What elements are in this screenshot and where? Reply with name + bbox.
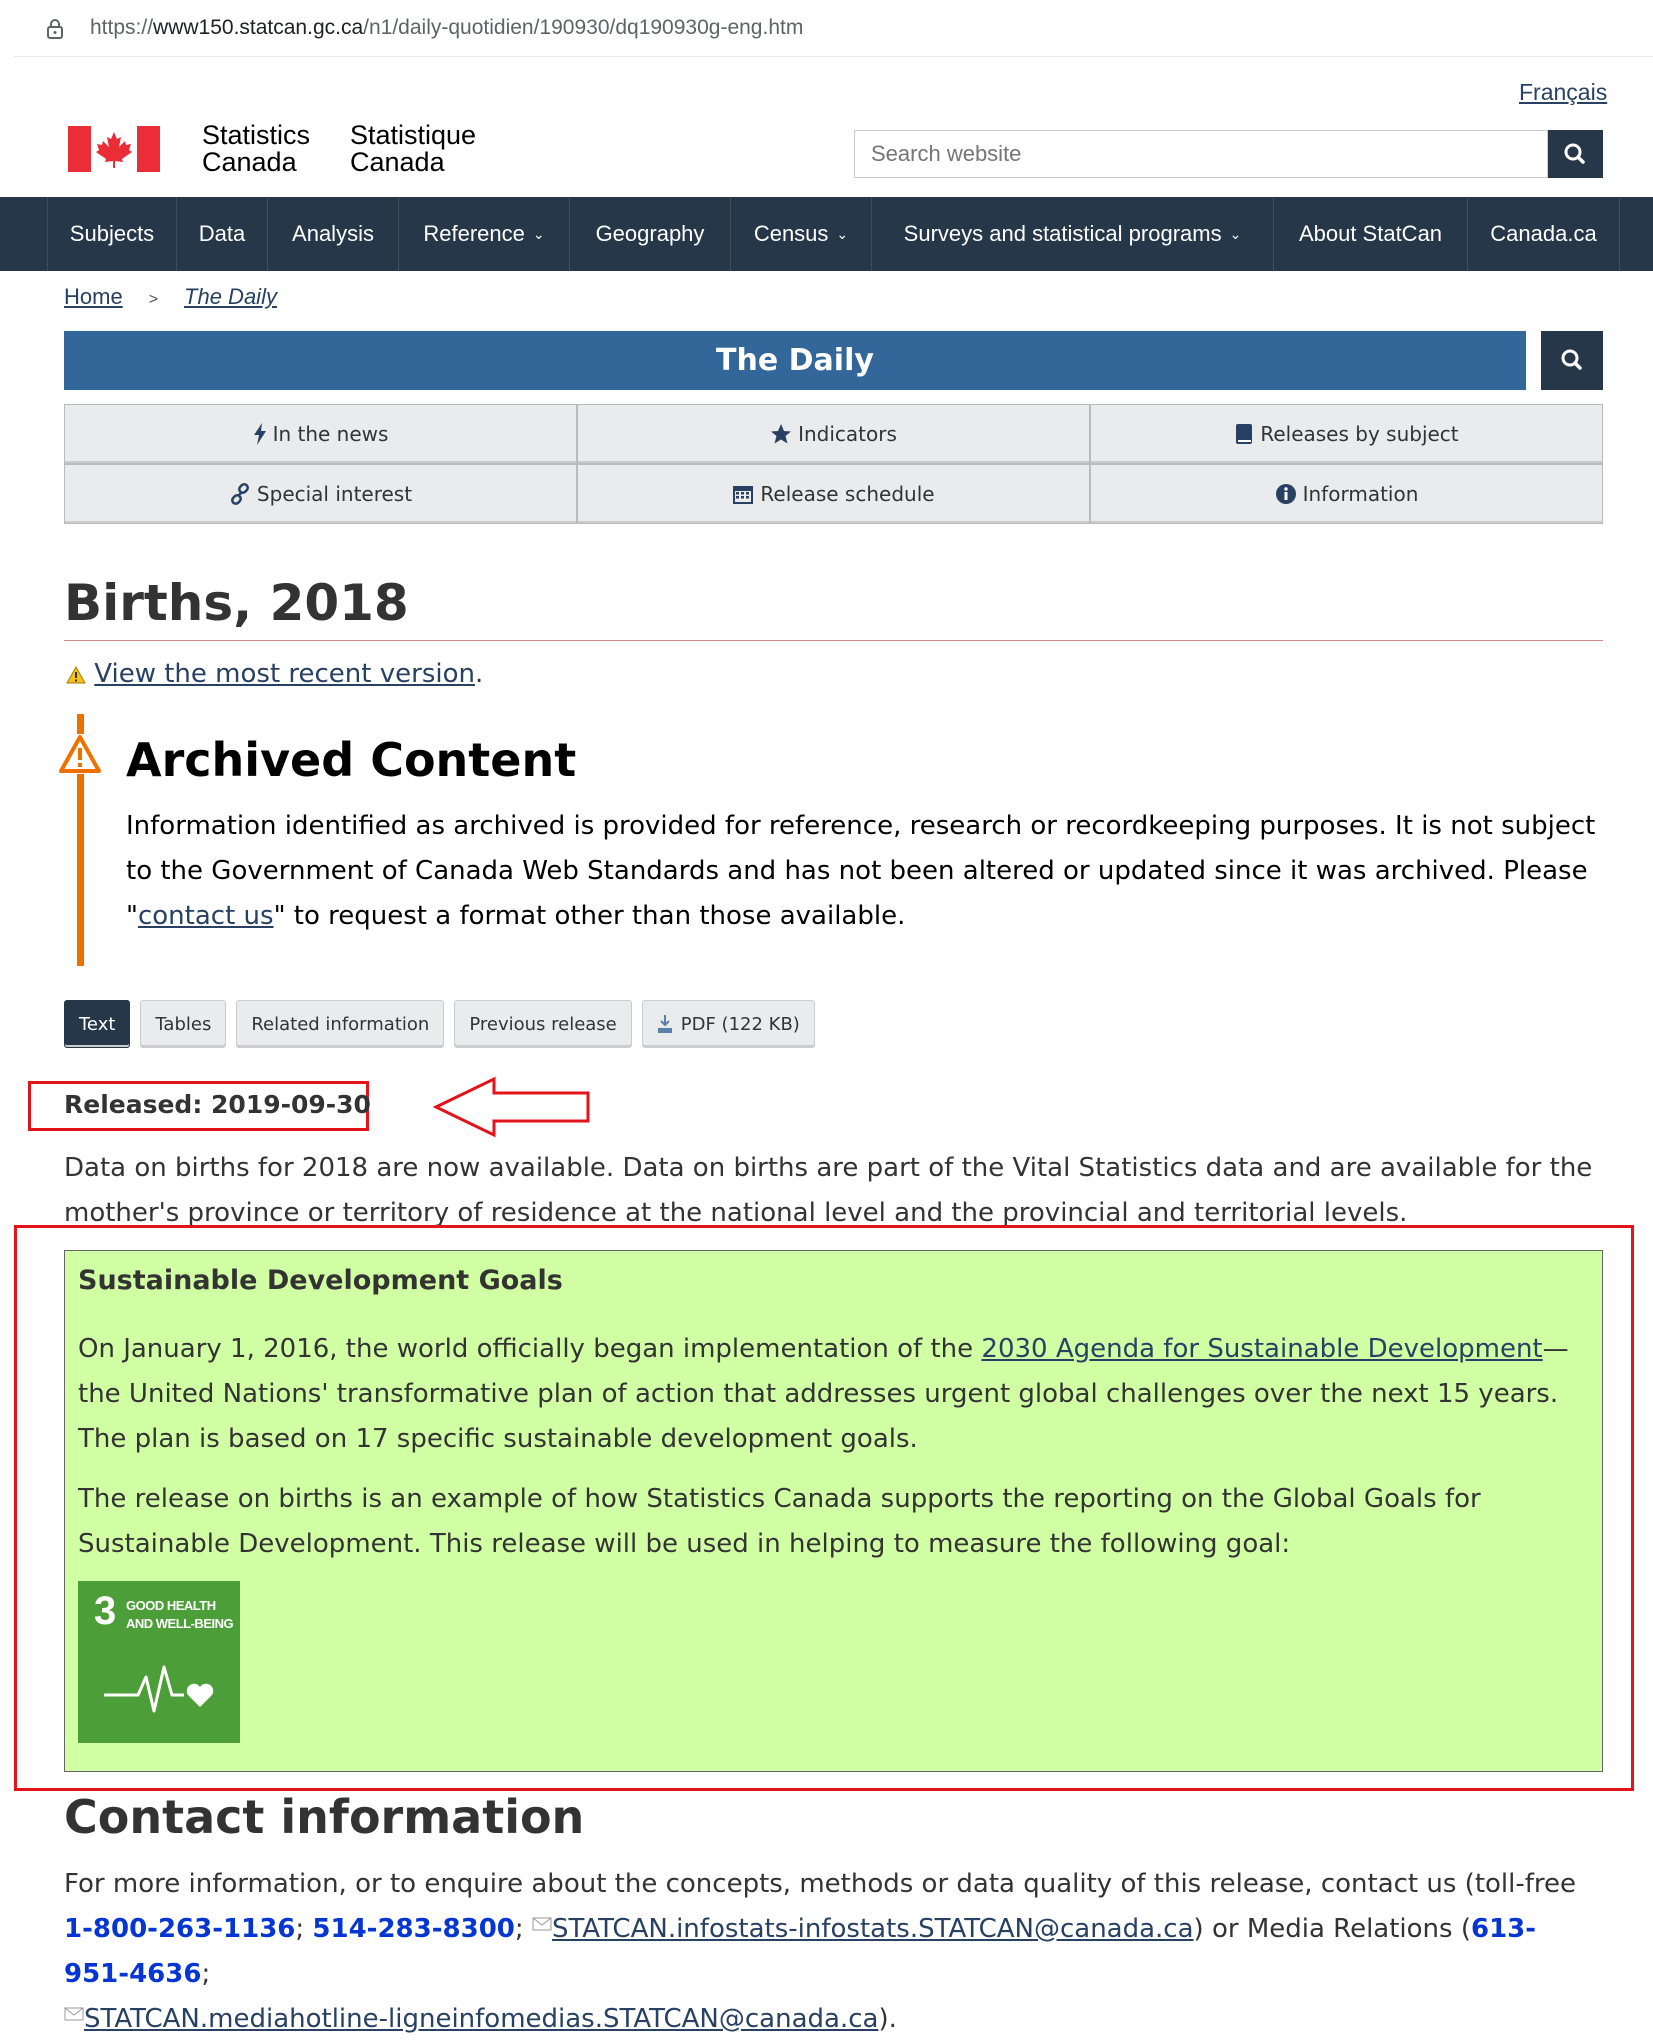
contact-middle: ) or Media Relations ( xyxy=(1193,1914,1471,1944)
indicators-button[interactable] xyxy=(577,404,1090,464)
download-icon xyxy=(657,1014,673,1034)
tab-tables[interactable]: Tables xyxy=(140,1000,226,1048)
nav-reference[interactable] xyxy=(399,197,570,271)
chevron-down-icon: ⌄ xyxy=(1229,225,1242,242)
sdg-p1-after: —the United Nations' transformative plan of action that addresses urgent global challenges over the next 15 years. The plan is based on 17 specific sustainable development goals. xyxy=(78,1334,1569,1454)
wordmark-french xyxy=(350,122,476,176)
recent-version-notice xyxy=(66,659,483,689)
tab-pdf-label: PDF (122 KB) xyxy=(680,1013,800,1035)
phone-local-link[interactable]: 514-283-8300 xyxy=(312,1914,515,1944)
daily-search-button[interactable] xyxy=(1541,331,1603,390)
contact-intro: For more information, or to enquire about the concepts, methods or data quality of this release, contact us (toll-free xyxy=(64,1869,1577,1899)
title-divider xyxy=(64,640,1603,641)
nav-about[interactable] xyxy=(1274,197,1468,271)
archived-text-part1: Information identified as archived is provided for reference, research or recordkeeping purposes. It is not subject to the Government of Canada Web Standards and has not been altered or updated since it was archived. Please " xyxy=(126,811,1596,931)
sdg-paragraph-2: The release on births is an example of how Statistics Canada supports the reporting on the Global Goals for Sustainable Development. This release will be used in helping to measure the following goal: xyxy=(78,1484,1481,1559)
book-icon xyxy=(1234,423,1254,445)
breadcrumb-home[interactable]: Home xyxy=(64,284,123,309)
information-button[interactable] xyxy=(1090,464,1603,524)
nav-geography[interactable] xyxy=(570,197,731,271)
contact-title: Contact information xyxy=(64,1790,585,1844)
chevron-down-icon: ⌄ xyxy=(532,225,545,242)
contact-paragraph xyxy=(64,1862,1599,2042)
nav-canada-ca[interactable] xyxy=(1468,197,1620,271)
nav-canada-label: Canada.ca xyxy=(1490,221,1597,246)
sdg-title: Sustainable Development Goals xyxy=(78,1265,563,1296)
sdg-goal-3-tile[interactable] xyxy=(78,1581,240,1743)
agenda-2030-link[interactable]: 2030 Agenda for Sustainable Development xyxy=(981,1334,1543,1364)
nav-data[interactable] xyxy=(177,197,268,271)
nav-subjects[interactable] xyxy=(48,197,177,271)
daily-menu xyxy=(64,404,1603,524)
url-prefix: https:// xyxy=(90,16,154,39)
tab-related-information[interactable]: Related information xyxy=(236,1000,444,1048)
indicators-label: Indicators xyxy=(798,422,897,446)
contact-sep1: ; xyxy=(295,1914,313,1944)
main-menu xyxy=(0,197,1653,271)
nav-analysis[interactable] xyxy=(268,197,399,271)
archived-title: Archived Content xyxy=(126,733,577,787)
special-interest-label: Special interest xyxy=(256,482,413,506)
link-icon xyxy=(229,483,251,505)
infostats-email-link[interactable]: STATCAN.infostats-infostats.STATCAN@canada.ca xyxy=(551,1914,1194,1944)
nav-surveys[interactable] xyxy=(872,197,1274,271)
tab-text[interactable]: Text xyxy=(64,1000,130,1048)
release-schedule-label: Release schedule xyxy=(760,482,935,506)
chevron-down-icon: ⌄ xyxy=(836,225,849,242)
nav-geography-label: Geography xyxy=(595,221,705,246)
wordmark-en-line2: Canada xyxy=(202,147,297,177)
calendar-icon xyxy=(732,483,754,505)
release-date: Released: 2019-09-30 xyxy=(64,1090,371,1119)
the-daily-banner[interactable]: The Daily xyxy=(64,331,1526,390)
envelope-icon xyxy=(64,2007,84,2021)
release-schedule-button[interactable] xyxy=(577,464,1090,524)
url-text[interactable] xyxy=(90,16,803,40)
archived-text xyxy=(126,804,1596,939)
info-icon xyxy=(1275,483,1297,505)
tab-pdf[interactable] xyxy=(642,1000,815,1048)
contact-sep3: ; xyxy=(201,1959,211,1989)
search-button[interactable] xyxy=(1548,130,1603,178)
page-title: Births, 2018 xyxy=(64,574,409,632)
search-box xyxy=(854,130,1548,178)
breadcrumb-separator: > xyxy=(148,291,159,308)
information-label: Information xyxy=(1302,482,1419,506)
goal-number: 3 xyxy=(94,1589,117,1633)
heartbeat-icon xyxy=(102,1657,216,1721)
recent-version-suffix: . xyxy=(474,659,484,689)
wordmark-en-line1: Statistics xyxy=(202,120,311,150)
annotation-arrow-left-icon xyxy=(432,1076,592,1138)
in-the-news-label: In the news xyxy=(272,422,389,446)
contact-end: ). xyxy=(878,2004,897,2034)
search-input[interactable] xyxy=(855,131,1548,177)
nav-subjects-label: Subjects xyxy=(69,221,155,246)
search-icon xyxy=(1548,130,1603,178)
in-the-news-button[interactable] xyxy=(64,404,577,464)
sdg-p1-before: On January 1, 2016, the world officially began implementation of the xyxy=(78,1334,982,1364)
warning-icon xyxy=(66,666,86,684)
star-icon xyxy=(770,423,792,445)
nav-about-label: About StatCan xyxy=(1298,221,1443,246)
envelope-icon xyxy=(532,1917,552,1931)
nav-left-spacer xyxy=(0,197,48,271)
media-phone-link[interactable]: 613-951-4636 xyxy=(64,1914,1537,1989)
wordmark-fr-line1: Statistique xyxy=(350,120,477,150)
release-tabs xyxy=(64,1000,815,1048)
nav-census-label: Census xyxy=(753,221,829,246)
url-domain: www150.statcan.gc.ca xyxy=(153,16,364,39)
contact-us-link[interactable]: contact us xyxy=(137,901,274,931)
nav-reference-label: Reference xyxy=(423,221,525,246)
release-paragraph: Data on births for 2018 are now available. Data on births are part of the Vital Statistics data and are available for the mother's province or territory of residence at the national level and the provincial and territorial levels. xyxy=(64,1153,1593,1228)
nav-analysis-label: Analysis xyxy=(292,221,374,246)
bolt-icon xyxy=(253,423,267,445)
goal-label-line2: AND WELL-BEING xyxy=(126,1616,234,1631)
breadcrumb-the-daily[interactable]: The Daily xyxy=(184,284,277,309)
archived-text-part2: " to request a format other than those available. xyxy=(273,901,906,931)
archived-warning-icon xyxy=(58,734,102,774)
releases-by-subject-label: Releases by subject xyxy=(1260,422,1459,446)
goal-label xyxy=(126,1597,233,1633)
recent-version-link[interactable]: View the most recent version xyxy=(94,659,475,689)
wordmark-fr-line2: Canada xyxy=(350,147,445,177)
lock-icon xyxy=(46,18,64,40)
sdg-paragraph-1 xyxy=(78,1327,1588,1462)
phone-tollfree-link[interactable]: 1-800-263-1136 xyxy=(64,1914,296,1944)
breadcrumb xyxy=(64,284,277,310)
special-interest-button[interactable] xyxy=(64,464,577,524)
nav-surveys-label: Surveys and statistical programs xyxy=(903,221,1222,246)
contact-sep2: ; xyxy=(514,1914,532,1944)
url-path: /n1/daily-quotidien/190930/dq190930g-eng.htm xyxy=(363,16,804,39)
canada-flag-icon xyxy=(68,126,160,172)
wordmark-english xyxy=(202,122,310,176)
nav-data-label: Data xyxy=(198,221,246,246)
releases-by-subject-button[interactable] xyxy=(1090,404,1603,464)
language-toggle-link[interactable]: Français xyxy=(1519,79,1608,105)
goal-label-line1: GOOD HEALTH xyxy=(126,1598,216,1613)
nav-census[interactable] xyxy=(731,197,872,271)
tab-previous-release[interactable]: Previous release xyxy=(454,1000,631,1048)
media-email-link[interactable]: STATCAN.mediahotline-ligneinfomedias.STATCAN@canada.ca xyxy=(84,2004,879,2034)
search-icon xyxy=(1541,331,1603,390)
